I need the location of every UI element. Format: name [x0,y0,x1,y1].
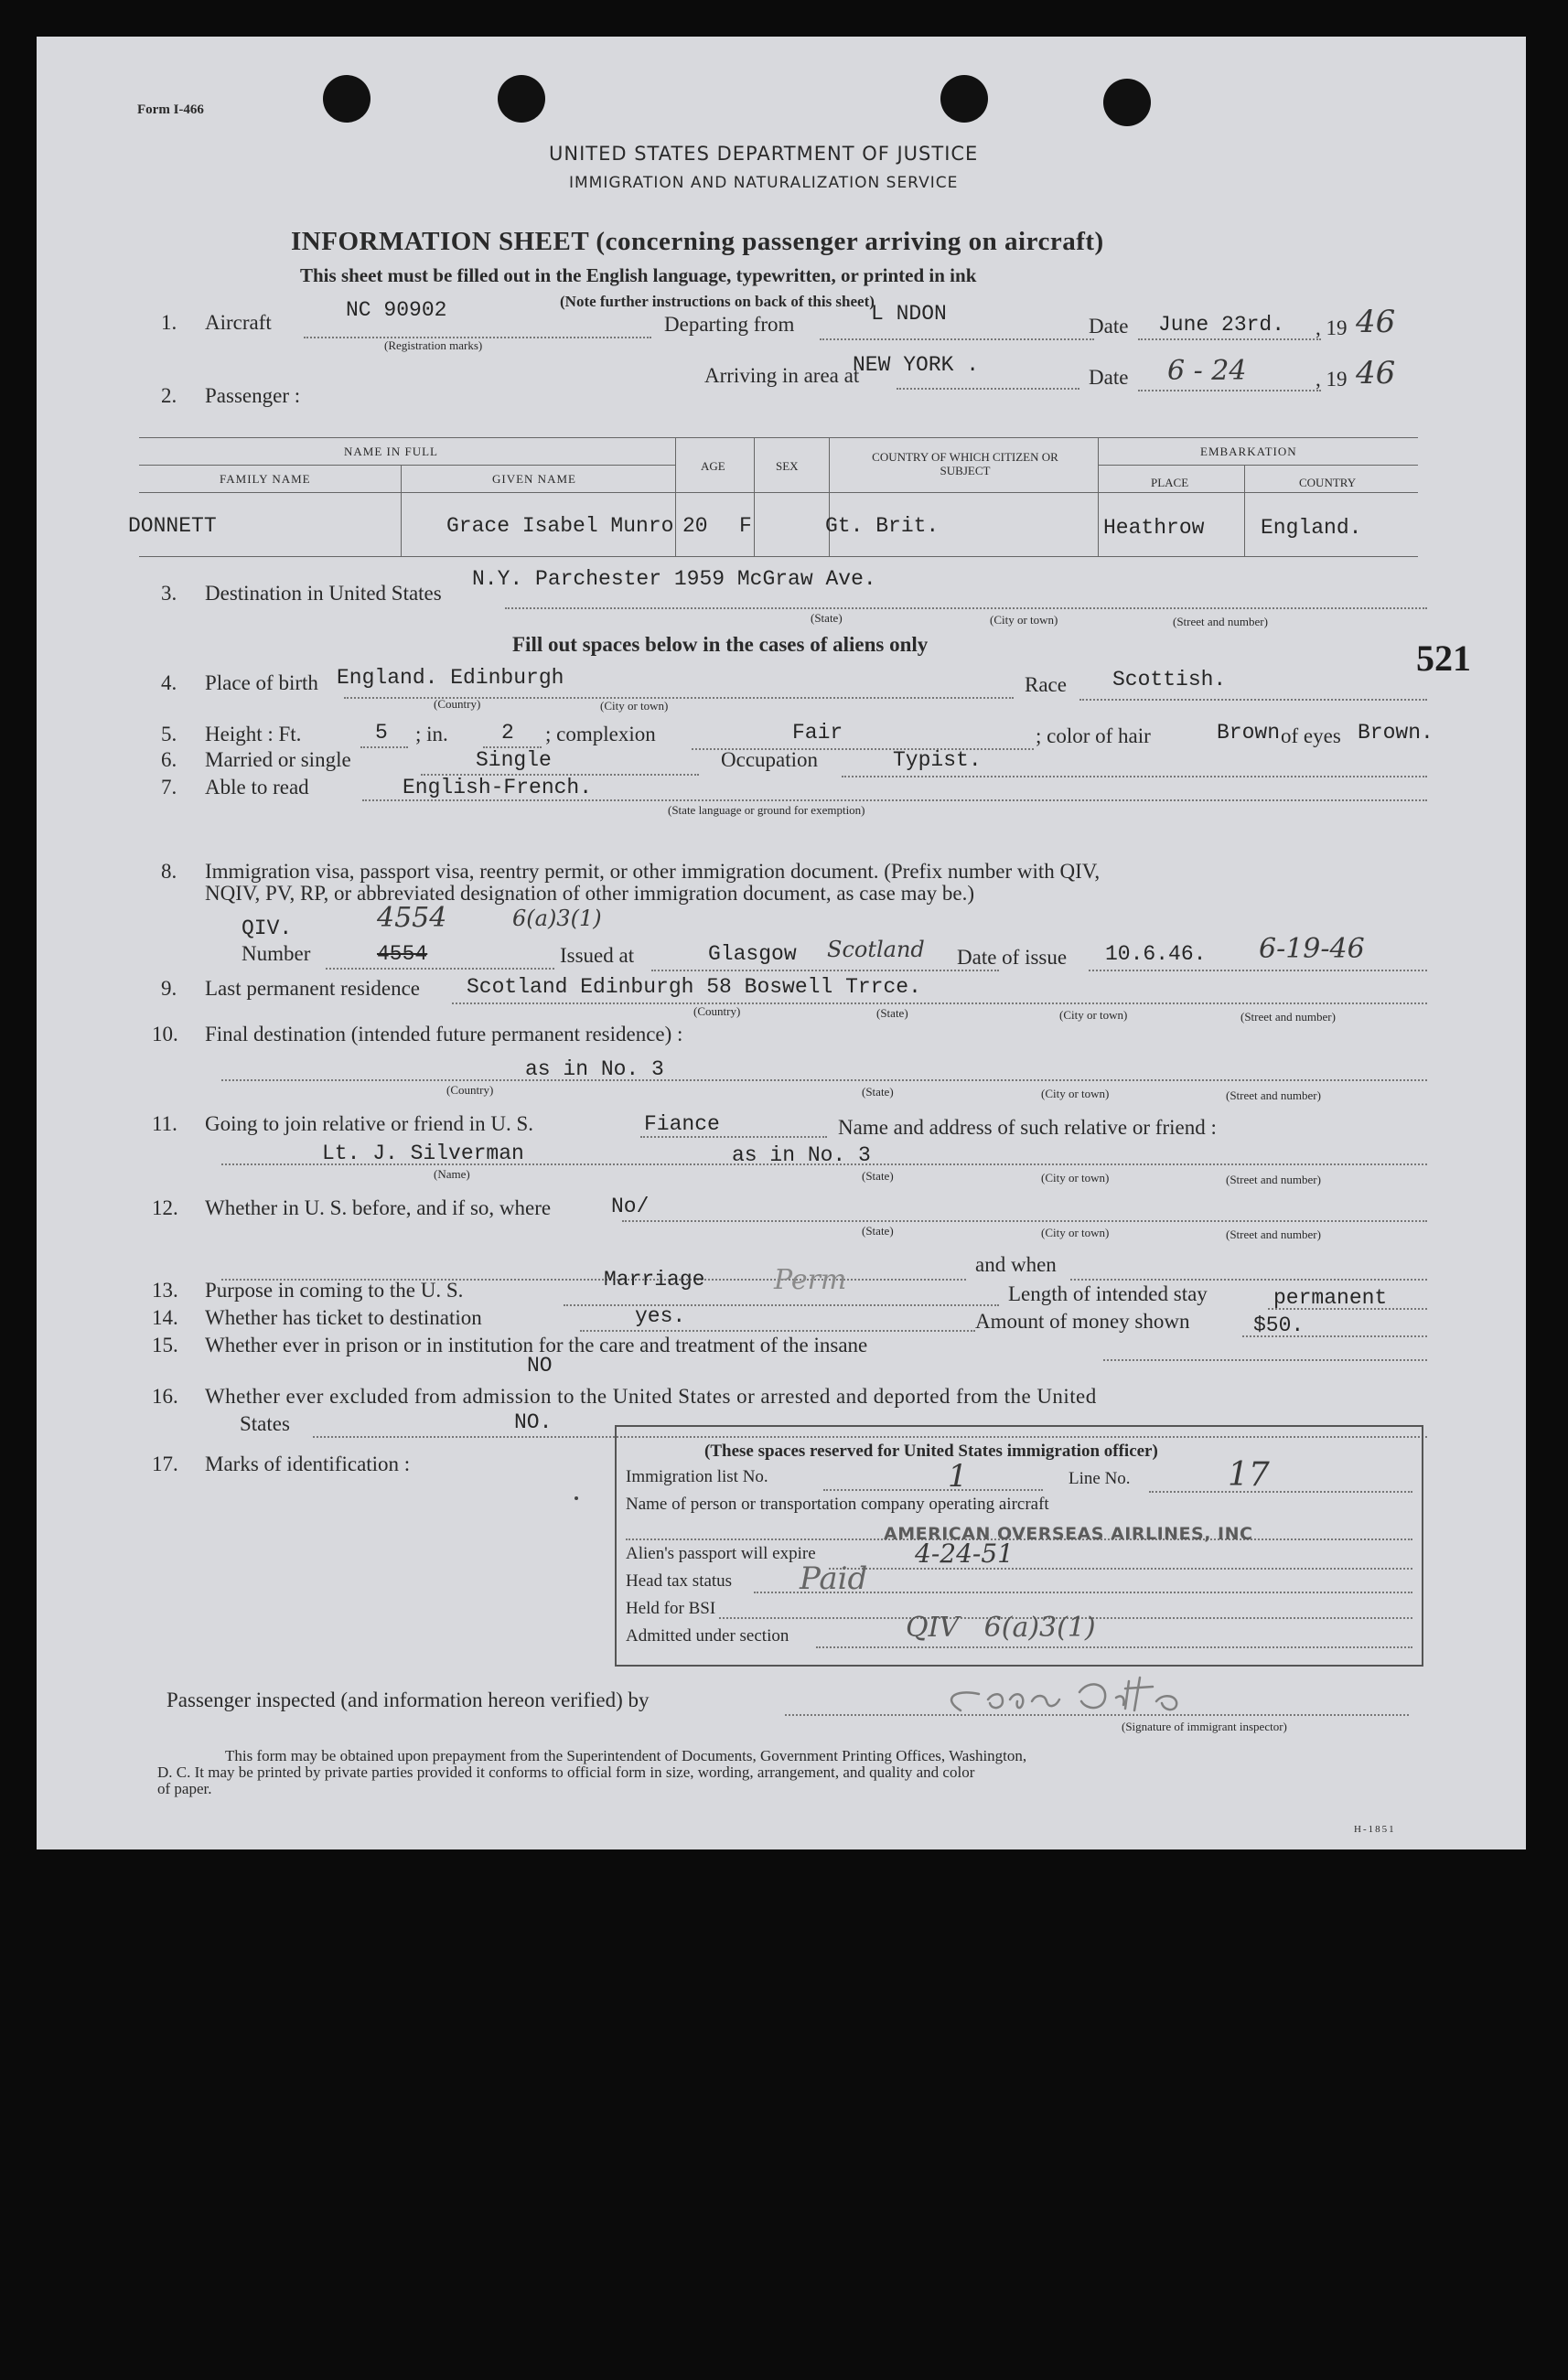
excluded-value: NO. [514,1410,553,1434]
departure-date: June 23rd. [1158,313,1285,337]
immigration-list-value: 1 [948,1458,968,1495]
form-instruction: This sheet must be filled out in the English language, typewritten, or printed in ink [300,264,977,286]
footer-line-2: D. C. It may be printed by private parties provided it conforms to official form in size, wording, arrangement, and quality and color [157,1764,975,1781]
issue-date-value: 10.6.46. [1105,942,1207,966]
arriving-value: NEW YORK . [853,353,980,377]
relative-name-label: Name and address of such relative or friend : [838,1116,1217,1139]
relationship-value: Fiance [644,1112,720,1136]
date-label: Date [1089,315,1129,338]
marital-status-label: Married or single [205,748,351,771]
stay-length-value: permanent [1273,1286,1388,1310]
occupation-label: Occupation [721,748,819,771]
occupation-value: Typist. [893,748,982,772]
passport-expiry-value: 4-24-51 [915,1538,1014,1569]
country-caption: (Country) [693,1004,741,1018]
registration-caption: (Registration marks) [384,338,483,352]
excluded-label-cont: States [240,1412,290,1435]
ink-dot [575,1496,578,1500]
complexion-label: ; complexion [545,723,656,745]
street-caption: (Street and number) [1226,1088,1321,1102]
stay-length-label: Length of intended stay [1008,1282,1208,1305]
item-number: 9. [161,977,177,1000]
city-caption: (City or town) [1059,1008,1128,1022]
item-number: 7. [161,776,177,799]
airline-stamp: AMERICAN OVERSEAS AIRLINES, INC [884,1524,1253,1544]
height-inches-value: 2 [501,721,514,745]
embarkation-header: EMBARKATION [1200,445,1297,458]
state-caption: (State) [862,1085,894,1099]
reading-label: Able to read [205,776,309,799]
street-caption: (Street and number) [1173,615,1268,628]
signature-caption: (Signature of immigrant inspector) [1122,1720,1287,1733]
previous-visit-label: Whether in U. S. before, and if so, where [205,1196,552,1219]
name-caption: (Name) [434,1167,470,1181]
city-caption: (City or town) [600,699,669,713]
destination-label: Destination in United States [205,582,442,605]
sex-header: SEX [776,459,799,473]
item-number: 16. [152,1385,178,1408]
document-number-handwritten: 4554 [377,902,447,934]
join-relative-label: Going to join relative or friend in U. S. [205,1112,533,1135]
document-number-value: 4554 [377,942,428,966]
country-caption: (Country) [446,1083,494,1097]
departing-value: L NDON [871,302,947,326]
document-instruction-cont: NQIV, PV, RP, or abbreviated designation of other immigration document, as case may be.) [205,882,975,905]
eye-color-value: Brown. [1358,721,1434,745]
citizen-value: Gt. Brit. [825,514,940,538]
item-number: 11. [152,1112,177,1135]
reading-value: English-French. [403,776,593,799]
race-value: Scottish. [1112,668,1227,691]
document-section-handwritten: 6(a)3(1) [512,906,602,931]
printer-mark: H-1851 [1354,1824,1396,1835]
age-value: 20 [682,514,708,538]
prison-label: Whether ever in prison or in institution for the care and treatment of the insane [205,1334,868,1356]
head-tax-label: Head tax status [626,1571,733,1591]
form-title: INFORMATION SHEET (concerning passenger arriving on aircraft) [291,227,1104,256]
head-tax-value: Paid [800,1560,868,1597]
punch-hole [1103,79,1151,126]
item-number: 6. [161,748,177,771]
item-number: 1. [161,311,177,334]
name-in-full-header: NAME IN FULL [344,445,438,458]
item-number: 14. [152,1306,178,1329]
state-caption: (State) [876,1006,908,1020]
date-label: Date [1089,366,1129,389]
excluded-label: Whether ever excluded from admission to the United States or arrested and deported from the United [205,1385,1097,1408]
officer-box-heading: (These spaces reserved for United States immigration officer) [704,1442,1158,1461]
city-caption: (City or town) [990,613,1058,627]
final-destination-value: as in No. 3 [525,1057,664,1081]
street-caption: (Street and number) [1226,1173,1321,1186]
state-caption: (State) [862,1224,894,1238]
city-caption: (City or town) [1041,1087,1110,1100]
country-caption: (Country) [434,697,481,711]
aircraft-value: NC 90902 [346,298,447,322]
arriving-label: Arriving in area at [704,364,860,387]
officer-box [615,1425,1423,1667]
punch-hole [323,75,371,123]
service-name: IMMIGRATION AND NATURALIZATION SERVICE [569,174,959,192]
arrival-year: 46 [1356,355,1396,391]
marital-status-value: Single [476,748,552,772]
immigration-list-label: Immigration list No. [626,1467,768,1486]
height-feet-value: 5 [375,721,388,745]
issue-date-handwritten: 6-19-46 [1259,933,1365,965]
admitted-section-label: Admitted under section [626,1626,789,1646]
form-number: Form I-466 [137,102,204,117]
item-number: 3. [161,582,177,605]
item-number: 4. [161,671,177,694]
ticket-value: yes. [635,1304,686,1328]
aliens-heading: Fill out spaces below in the cases of aliens only [512,633,929,656]
punch-hole [498,75,545,123]
form-note: (Note further instructions on back of this sheet) [560,293,875,310]
embark-country-value: England. [1261,516,1362,540]
place-header: PLACE [1151,476,1189,489]
hair-color-value: Brown [1217,721,1281,745]
item-number: 5. [161,723,177,745]
item-number: 10. [152,1023,178,1045]
issued-label: Issued at [560,944,635,967]
destination-value: N.Y. Parchester 1959 McGraw Ave. [472,567,876,591]
given-name-value: Grace Isabel Munro [446,514,674,538]
last-residence-label: Last permanent residence [205,977,420,1000]
family-name-value: DONNETT [128,514,217,538]
company-label: Name of person or transportation company operating aircraft [626,1495,1049,1514]
inches-label: ; in. [415,723,448,745]
line-number-label: Line No. [1069,1469,1131,1488]
footer-line-1: This form may be obtained upon prepayment from the Superintendent of Documents, Government Printing Offices, Washington, [225,1747,1027,1764]
final-destination-label: Final destination (intended future permanent residence) : [205,1023,683,1045]
page-number: 521 [1416,638,1471,679]
departing-label: Departing from [664,313,795,336]
eyes-label: of eyes [1281,724,1341,747]
item-number: 13. [152,1279,178,1302]
country-header: COUNTRY [1299,476,1357,489]
money-value: $50. [1253,1313,1305,1337]
city-caption: (City or town) [1041,1171,1110,1185]
language-caption: (State language or ground for exemption) [668,803,865,817]
citizen-country-header: COUNTRY OF WHICH CITIZEN OR SUBJECT [872,450,1058,477]
department-name: UNITED STATES DEPARTMENT OF JUSTICE [549,143,979,165]
line-number-value: 17 [1228,1456,1270,1494]
document-prefix: QIV. [242,917,293,940]
given-name-header: GIVEN NAME [492,472,576,486]
bsi-label: Held for BSI [626,1599,716,1618]
item-number: 17. [152,1453,178,1475]
prison-value: NO [527,1354,553,1378]
purpose-handwritten: Perm [774,1264,847,1296]
passenger-label: Passenger : [205,384,301,407]
embark-place-value: Heathrow [1103,516,1205,540]
item-number: 8. [161,860,177,883]
punch-hole [940,75,988,123]
previous-visit-value: No/ [611,1195,650,1218]
relative-address-value: as in No. 3 [732,1143,871,1167]
item-number: 2. [161,384,177,407]
money-label: Amount of money shown [975,1310,1190,1333]
race-label: Race [1025,673,1067,696]
arrival-date: 6 - 24 [1167,355,1247,387]
complexion-value: Fair [792,721,843,745]
number-label: Number [242,942,311,965]
state-caption: (State) [862,1169,894,1183]
birthplace-label: Place of birth [205,671,318,694]
inspection-label: Passenger inspected (and information hereon verified) by [166,1689,650,1711]
year-prefix: , 19 [1316,316,1348,339]
sex-value: F [739,514,752,538]
footer-line-3: of paper. [157,1780,212,1797]
year-prefix: , 19 [1316,368,1348,391]
birthplace-value: England. Edinburgh [337,666,564,690]
purpose-label: Purpose in coming to the U. S. [205,1279,464,1302]
street-caption: (Street and number) [1226,1228,1321,1241]
item-number: 12. [152,1196,178,1219]
issued-place-handwritten: Scotland [827,937,925,962]
relative-name-value: Lt. J. Silverman [322,1142,524,1165]
aircraft-label: Aircraft [205,311,272,334]
form-sheet [37,37,1526,1849]
family-name-header: FAMILY NAME [220,472,311,486]
state-caption: (State) [811,611,843,625]
purpose-value: Marriage [604,1268,705,1292]
hair-color-label: ; color of hair [1036,724,1151,747]
city-caption: (City or town) [1041,1226,1110,1239]
age-header: AGE [701,459,725,473]
height-label: Height : Ft. [205,723,302,745]
document-instruction: Immigration visa, passport visa, reentry permit, or other immigration document. (Prefix number with QIV, [205,860,1101,883]
issue-date-label: Date of issue [957,946,1068,969]
identification-marks-label: Marks of identification : [205,1453,411,1475]
issued-place-value: Glasgow [708,942,797,966]
when-label: and when [975,1253,1057,1276]
admitted-section-value: QIV 6(a)3(1) [906,1612,1096,1644]
street-caption: (Street and number) [1240,1010,1336,1024]
last-residence-value: Scotland Edinburgh 58 Boswell Trrce. [467,975,921,999]
passport-expiry-label: Alien's passport will expire [626,1544,816,1563]
item-number: 15. [152,1334,178,1356]
ticket-label: Whether has ticket to destination [205,1306,482,1329]
departure-year: 46 [1356,304,1396,340]
